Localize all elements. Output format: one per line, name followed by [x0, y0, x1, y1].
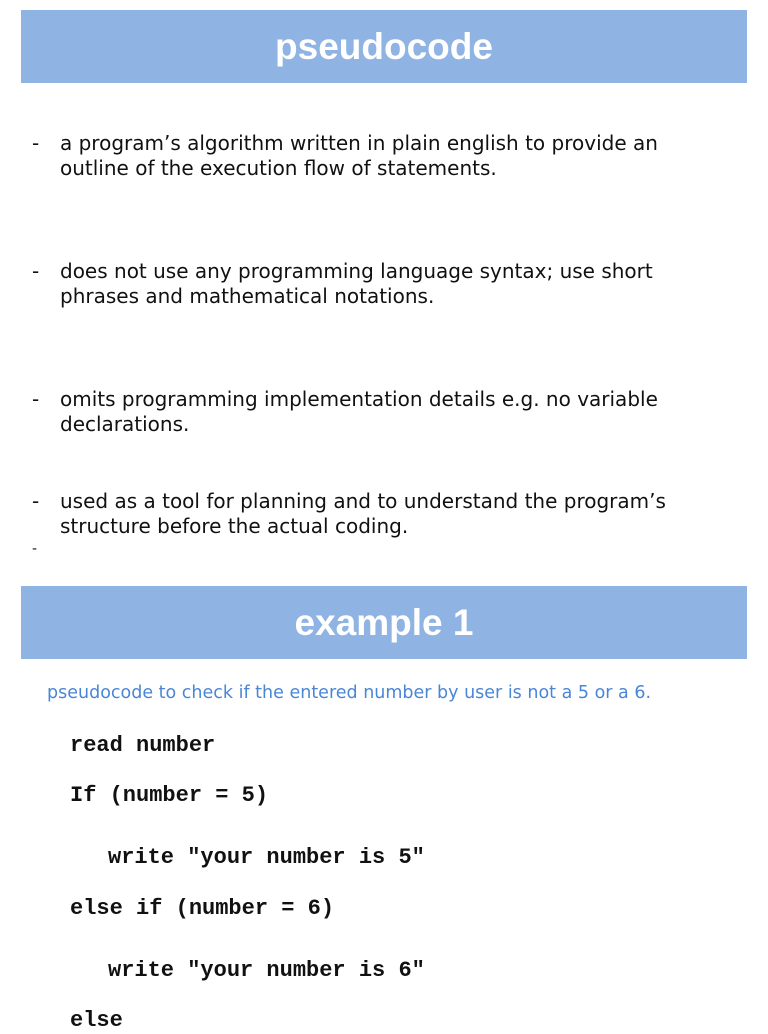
example-description: pseudocode to check if the entered number by user is not a 5 or a 6.	[47, 683, 652, 703]
section-title-bar	[21, 586, 747, 659]
bullet-marker: -	[32, 489, 40, 513]
code-line: else	[70, 1008, 123, 1033]
bullet-marker: -	[32, 131, 40, 155]
bullet-item	[32, 539, 732, 559]
code-line: write "your number is 5"	[108, 845, 425, 870]
bullet-item	[32, 131, 732, 181]
section-title-bar	[21, 10, 747, 83]
section-title: example 1	[294, 602, 474, 643]
code-line: read number	[70, 733, 216, 758]
code-line: else if (number = 6)	[70, 896, 335, 921]
bullet-text: does not use any programming language syntax; use short phrases and mathematical notations.	[60, 259, 653, 308]
bullet-item	[32, 259, 732, 309]
bullet-item	[32, 489, 732, 539]
bullet-item	[32, 387, 732, 437]
code-line: If (number = 5)	[70, 783, 269, 808]
bullet-text: a program’s algorithm written in plain english to provide an outline of the execution flow of statements.	[60, 131, 658, 180]
bullet-text: used as a tool for planning and to understand the program’s structure before the actual coding.	[60, 489, 666, 538]
bullet-text: omits programming implementation details e.g. no variable declarations.	[60, 387, 658, 436]
bullet-marker: -	[32, 259, 40, 283]
bullet-text	[60, 539, 732, 559]
bullet-marker: -	[32, 387, 40, 411]
bullet-marker: -	[32, 541, 38, 557]
code-line: write "your number is 6"	[108, 958, 425, 983]
section-title: pseudocode	[275, 26, 493, 67]
